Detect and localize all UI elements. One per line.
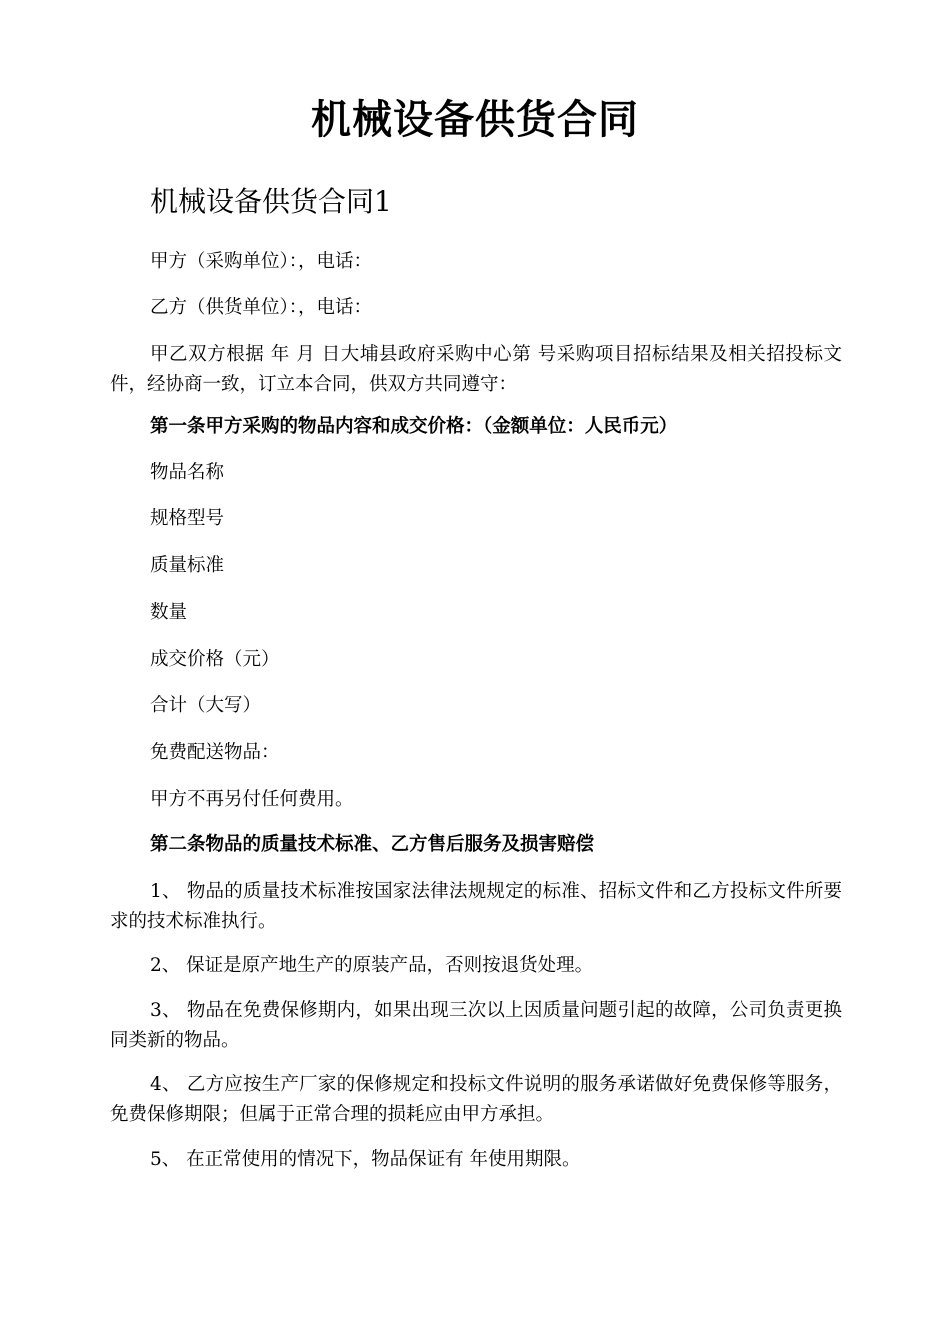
section-title: 机械设备供货合同1	[150, 185, 392, 218]
quality-standard-label: 质量标准	[150, 555, 225, 576]
no-extra-fee-line: 甲方不再另付任何费用。	[150, 789, 354, 810]
spec-model-label: 规格型号	[150, 508, 225, 529]
article-1-heading: 第一条甲方采购的物品内容和成交价格：（金额单位：人民币元）	[150, 416, 678, 437]
clause-5: 5、 在正常使用的情况下，物品保证有 年使用期限。	[150, 1149, 581, 1170]
party-b-line: 乙方（供货单位）：，电话：	[150, 297, 373, 318]
clause-4: 4、 乙方应按生产厂家的保修规定和投标文件说明的服务承诺做好免费保修等服务，免费保修期限；但属于正常合理的损耗应由甲方承担。	[110, 1074, 842, 1125]
clause-3: 3、 物品在免费保修期内，如果出现三次以上因质量问题引起的故障，公司负责更换同类新的物品。	[110, 1000, 842, 1051]
document-title: 机械设备供货合同	[311, 96, 639, 143]
clause-1: 1、 物品的质量技术标准按国家法律法规规定的标准、招标文件和乙方投标文件所要求的技术标准执行。	[110, 881, 842, 932]
total-label: 合计（大写）	[150, 695, 262, 716]
price-label: 成交价格（元）	[150, 649, 280, 670]
free-delivery-label: 免费配送物品：	[150, 742, 280, 763]
quantity-label: 数量	[150, 602, 188, 623]
party-a-line: 甲方（采购单位）：，电话：	[150, 251, 373, 272]
item-name-label: 物品名称	[150, 462, 225, 483]
article-2-heading: 第二条物品的质量技术标准、乙方售后服务及损害赔偿	[150, 834, 595, 855]
clause-2: 2、 保证是原产地生产的原装产品，否则按退货处理。	[150, 955, 594, 976]
preamble-paragraph: 甲乙双方根据 年 月 日大埔县政府采购中心第 号采购项目招标结果及相关招投标文件，经协商一致，订立本合同，供双方共同遵守：	[110, 344, 842, 395]
